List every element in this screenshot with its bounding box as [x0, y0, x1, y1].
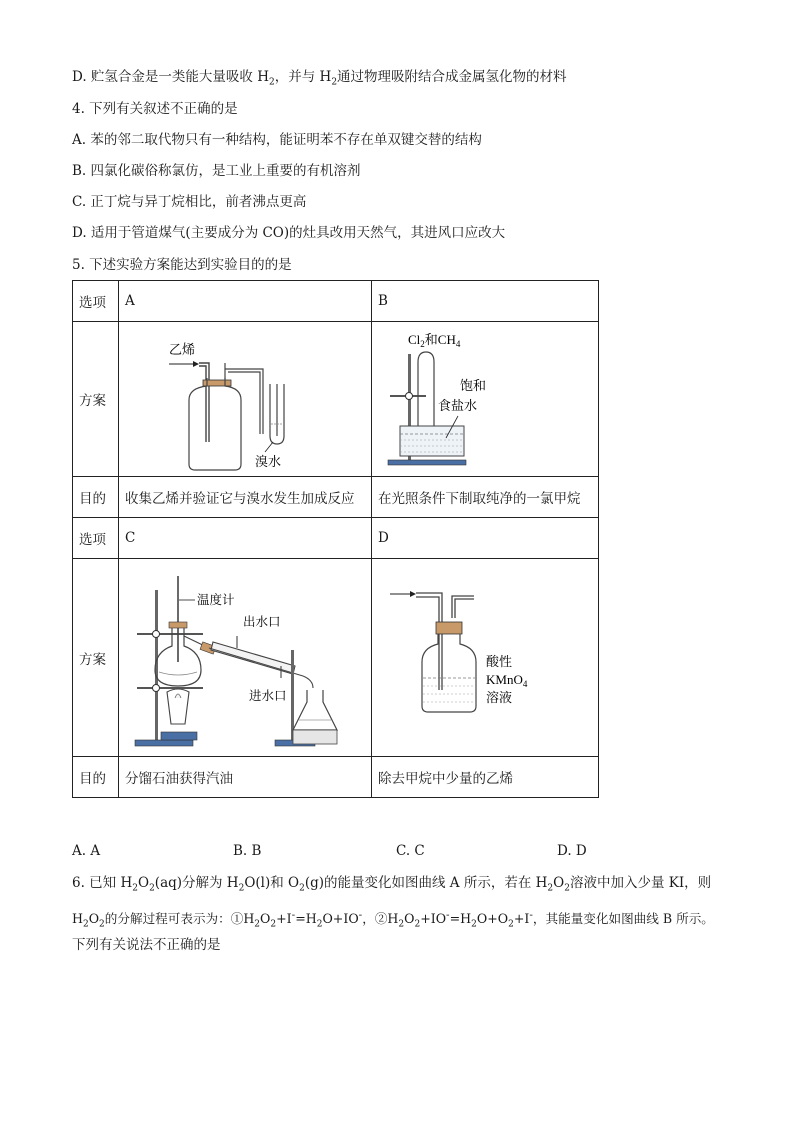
- goal-label: 目的: [73, 757, 119, 798]
- condenser: [211, 642, 295, 674]
- q4-option-c: C. 正丁烷与异丁烷相比，前者沸点更高: [72, 194, 307, 210]
- outlet-tube: [225, 369, 263, 434]
- question-6-line-1: 6. 已知 $H_2O_2(aq)$分解为 $H_2O(l)$和 $O_2(g)$的能量变化如图曲线 A 所示，若在 $H_2O_2$溶液中加入少量 KI，则: [72, 875, 712, 894]
- option-label: 选项: [73, 281, 119, 322]
- label-ethylene: 乙烯: [169, 343, 196, 358]
- label-cl2-ch4: $Cl_2$和$CH_4$: [408, 332, 461, 349]
- scheme-label: 方案: [73, 322, 119, 477]
- goal-d: 除去甲烷中少量的乙烯: [372, 757, 599, 798]
- kmno4-washbottle-diagram: [378, 562, 592, 754]
- left-stand-base: [135, 740, 193, 746]
- wash-bottle: [189, 378, 241, 470]
- table-row: [73, 477, 599, 518]
- q3-option-d: D. 贮氢合金是一类能大量吸收 $H_2$，并与 $H_2$通过物理吸附结合成金属氢化物的材料: [72, 69, 567, 88]
- label-water-out: 出水口: [243, 613, 281, 629]
- label-solution: 溶液: [486, 690, 513, 706]
- option-a-label: A: [119, 281, 372, 322]
- question-4: 4. 下列有关叙述不正确的是: [72, 101, 238, 117]
- label-kmno4: KMnO$_4$: [486, 671, 528, 689]
- support-block: [293, 730, 337, 744]
- scheme-label: 方案: [73, 559, 119, 757]
- diagram-d-cell: [372, 559, 599, 757]
- q4-option-b: B. 四氯化碳俗称氯仿，是工业上重要的有机溶剂: [72, 163, 361, 179]
- stand-base: [388, 460, 466, 465]
- flame: [175, 694, 181, 698]
- q4-option-a: A. 苯的邻二取代物只有一种结构，能证明苯不存在单双键交替的结构: [72, 132, 482, 148]
- goal-label: 目的: [73, 477, 119, 518]
- choice-b[interactable]: B. B: [233, 843, 262, 859]
- arrow-head: [410, 591, 416, 597]
- photochlorination-diagram: [378, 324, 592, 474]
- goal-b: 在光照条件下制取纯净的一氯甲烷: [372, 477, 599, 518]
- arrow-head: [193, 361, 199, 367]
- ethylene-washbottle-diagram: [125, 324, 365, 474]
- question-6-line-3: 下列有关说法不正确的是: [72, 937, 221, 953]
- stopper: [436, 622, 462, 634]
- goal-a: 收集乙烯并验证它与溴水发生加成反应: [119, 477, 372, 518]
- question-6-line-2: $H_2O_2$的分解过程可表示为：$①H_2O_2+I^-=H_2O+IO^-$，$②H_2O_2+IO^-=H_2O+O_2+I^-$，其能量变化如图曲线 B 所示。: [72, 909, 714, 930]
- table-row: [73, 518, 599, 559]
- label-thermometer: 温度计: [197, 591, 235, 607]
- label-bromine-water: 溴水: [255, 455, 282, 470]
- option-c-label: C: [119, 518, 372, 559]
- choice-c[interactable]: C. C: [396, 843, 425, 859]
- label-saturated: 饱和: [460, 379, 487, 394]
- distillation-diagram: [125, 562, 365, 754]
- label-water-in: 进水口: [249, 687, 287, 703]
- receiving-flask: [293, 690, 337, 730]
- table-row: [73, 757, 599, 798]
- inlet-tube: [199, 363, 209, 442]
- trough: [400, 426, 464, 456]
- option-d-label: D: [372, 518, 599, 559]
- diagram-b-cell: [372, 322, 599, 477]
- wash-bottle: [422, 634, 476, 712]
- flask-stopper: [169, 622, 187, 628]
- diagram-a-cell: [119, 322, 372, 477]
- label-acidic: 酸性: [486, 654, 513, 670]
- choice-d[interactable]: D. D: [557, 843, 587, 859]
- choice-a[interactable]: A. A: [72, 843, 101, 859]
- table-row: [73, 281, 599, 322]
- table-row: [73, 559, 599, 757]
- goal-c: 分馏石油获得汽油: [119, 757, 372, 798]
- experiment-table: [72, 280, 599, 798]
- q4-option-d: D. 适用于管道煤气(主要成分为 CO)的灶具改用天然气，其进风口应改大: [72, 225, 506, 241]
- clamp-screw: [406, 393, 413, 400]
- question-5: 5. 下述实验方案能达到实验目的的是: [72, 257, 292, 273]
- right-stand-rod: [291, 650, 294, 740]
- option-label: 选项: [73, 518, 119, 559]
- adapter: [303, 676, 313, 688]
- diagram-c-cell: [119, 559, 372, 757]
- table-row: [73, 322, 599, 477]
- option-b-label: B: [372, 281, 599, 322]
- label-brine: 食盐水: [438, 399, 478, 414]
